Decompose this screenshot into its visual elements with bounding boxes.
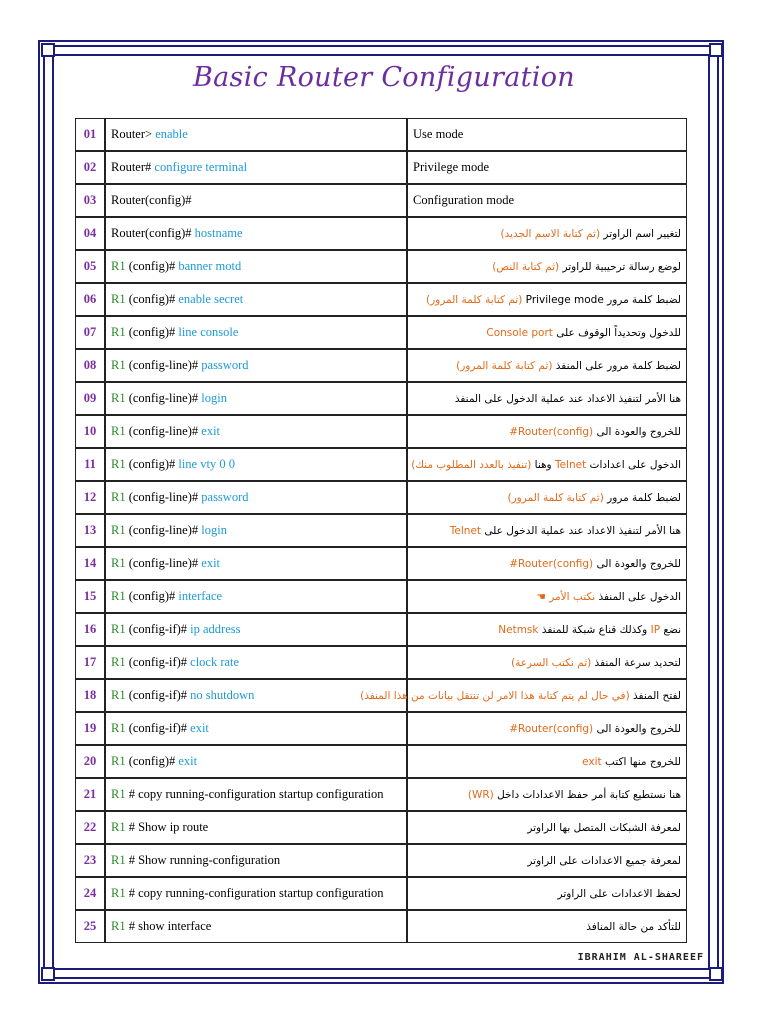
description-cell bbox=[407, 217, 687, 250]
command-segment: password bbox=[201, 358, 249, 372]
description-segment: لضبط كلمة مرور bbox=[603, 491, 681, 504]
description-segment: لمعرفة الشبكات المتصل بها الراوتر bbox=[527, 821, 681, 834]
command-segment: (config-line)# bbox=[125, 490, 202, 504]
command-segment: Router> bbox=[111, 127, 156, 141]
table-row bbox=[75, 547, 687, 580]
command-cell bbox=[105, 910, 407, 943]
row-number: 25 bbox=[75, 910, 105, 943]
table-row bbox=[75, 349, 687, 382]
description-segment: لمعرفة جميع الاعدادات على الراوتر bbox=[527, 854, 681, 867]
description-segment: الدخول على المنفذ bbox=[595, 590, 681, 603]
command-segment: R1 bbox=[111, 853, 126, 867]
table-row bbox=[75, 679, 687, 712]
command-cell bbox=[105, 382, 407, 415]
command-cell bbox=[105, 316, 407, 349]
table-row bbox=[75, 250, 687, 283]
description-segment: Privilege mode bbox=[525, 293, 604, 306]
description-segment: (ثم كتابة كلمة المرور) bbox=[456, 359, 553, 372]
description-segment: (ثم كتابة كلمة المرور) bbox=[507, 491, 604, 504]
description-segment: Console port bbox=[486, 326, 553, 339]
command-segment: R1 bbox=[111, 820, 126, 834]
command-cell bbox=[105, 481, 407, 514]
command-segment: (config-line)# bbox=[125, 358, 202, 372]
table-row bbox=[75, 415, 687, 448]
description-cell bbox=[407, 877, 687, 910]
description-cell bbox=[407, 184, 687, 217]
command-cell bbox=[105, 217, 407, 250]
command-cell bbox=[105, 778, 407, 811]
command-segment: R1 bbox=[111, 919, 126, 933]
description-cell bbox=[407, 250, 687, 283]
description-cell bbox=[360, 679, 687, 712]
command-segment: R1 bbox=[111, 556, 126, 570]
command-segment: R1 bbox=[111, 490, 126, 504]
table-row bbox=[75, 778, 687, 811]
description-segment: نكتب الأمر ☚ bbox=[536, 590, 596, 603]
command-segment: (config)# bbox=[125, 325, 179, 339]
command-segment: clock rate bbox=[190, 655, 240, 669]
description-segment: لفتح المنفذ bbox=[629, 689, 681, 702]
command-cell bbox=[105, 448, 407, 481]
row-number: 17 bbox=[75, 646, 105, 679]
command-segment: (config-line)# bbox=[125, 391, 202, 405]
description-segment: لضبط كلمة مرور على المنفذ bbox=[552, 359, 681, 372]
description-segment: هنا نستطيع كتابة أمر حفظ الاعدادات داخل bbox=[493, 788, 681, 801]
row-number: 16 bbox=[75, 613, 105, 646]
table-row bbox=[75, 448, 687, 481]
command-segment: R1 bbox=[111, 457, 126, 471]
command-segment: ip address bbox=[190, 622, 241, 636]
description-segment: الدخول على اعدادات bbox=[586, 458, 681, 471]
description-segment: IP bbox=[650, 623, 661, 636]
description-cell bbox=[407, 811, 687, 844]
description-segment: (في حال لم يتم كتابة هذا الامر لن تنتقل بيانات من هذا المنفذ) bbox=[360, 689, 630, 702]
command-segment: exit bbox=[178, 754, 198, 768]
description-segment: (WR) bbox=[467, 788, 494, 801]
table-row bbox=[75, 382, 687, 415]
command-segment: interface bbox=[178, 589, 223, 603]
description-cell bbox=[407, 745, 687, 778]
command-segment: (config-line)# bbox=[125, 424, 202, 438]
description-segment: هنا الأمر لتنفيذ الاعداد عند عملية الدخول على المنفذ bbox=[454, 392, 681, 405]
command-segment: (config)# bbox=[125, 457, 179, 471]
row-number: 13 bbox=[75, 514, 105, 547]
table-row bbox=[75, 712, 687, 745]
command-segment: (config)# bbox=[125, 259, 179, 273]
description-segment: نضع bbox=[660, 623, 681, 636]
row-number: 21 bbox=[75, 778, 105, 811]
corner-ornament bbox=[709, 43, 723, 57]
command-segment: # Show running-configuration bbox=[125, 853, 281, 867]
command-segment: no shutdown bbox=[190, 688, 255, 702]
description-segment: هنا الأمر لتنفيذ الاعداد عند عملية الدخول على bbox=[481, 524, 681, 537]
description-cell bbox=[407, 349, 687, 382]
command-segment: (config)# bbox=[125, 754, 179, 768]
table-row bbox=[75, 811, 687, 844]
row-number: 02 bbox=[75, 151, 105, 184]
command-segment: R1 bbox=[111, 259, 126, 273]
description-segment: للخروج والعودة الى bbox=[593, 557, 681, 570]
description-cell bbox=[407, 448, 687, 481]
description-segment: لضبط كلمة مرور bbox=[603, 293, 681, 306]
row-number: 08 bbox=[75, 349, 105, 382]
description-cell bbox=[407, 910, 687, 943]
description-segment: (ثم كتابة كلمة المرور) bbox=[426, 293, 526, 306]
command-segment: exit bbox=[201, 424, 221, 438]
table-row bbox=[75, 118, 687, 151]
description-cell bbox=[407, 646, 687, 679]
command-segment: R1 bbox=[111, 523, 126, 537]
description-segment: لحفظ الاعدادات على الراوتر bbox=[557, 887, 681, 900]
command-segment: (config)# bbox=[125, 292, 179, 306]
description-segment: Netmsk bbox=[498, 623, 539, 636]
table-row bbox=[75, 217, 687, 250]
table-row bbox=[75, 316, 687, 349]
table-row bbox=[75, 580, 687, 613]
row-number: 04 bbox=[75, 217, 105, 250]
description-cell bbox=[407, 118, 687, 151]
row-number: 07 bbox=[75, 316, 105, 349]
command-cell bbox=[105, 547, 407, 580]
description-segment: للخروج والعودة الى bbox=[593, 425, 681, 438]
table-row bbox=[75, 613, 687, 646]
row-number: 03 bbox=[75, 184, 105, 217]
command-cell bbox=[105, 580, 407, 613]
description-segment: Privilege mode bbox=[413, 160, 490, 174]
description-cell bbox=[407, 844, 687, 877]
description-segment: Router(config)# bbox=[509, 722, 594, 735]
table-row bbox=[75, 646, 687, 679]
command-segment: R1 bbox=[111, 721, 126, 735]
command-segment: enable bbox=[155, 127, 188, 141]
command-segment: R1 bbox=[111, 358, 126, 372]
row-number: 10 bbox=[75, 415, 105, 448]
description-segment: لتحديد سرعة المنفذ bbox=[591, 656, 681, 669]
command-segment: login bbox=[201, 523, 227, 537]
description-segment: للتأكد من حالة المنافذ bbox=[586, 920, 681, 933]
description-segment: لوضع رسالة ترحيبية للراوتر bbox=[559, 260, 681, 273]
command-segment: login bbox=[201, 391, 227, 405]
row-number: 01 bbox=[75, 118, 105, 151]
row-number: 11 bbox=[75, 448, 105, 481]
description-cell bbox=[407, 613, 687, 646]
description-segment: للدخول وتحديداً الوقوف على bbox=[552, 326, 681, 339]
row-number: 06 bbox=[75, 283, 105, 316]
author-signature: IBRAHIM AL-SHAREEF bbox=[577, 952, 704, 963]
command-cell bbox=[105, 613, 407, 646]
description-segment: Use mode bbox=[413, 127, 464, 141]
command-segment: configure terminal bbox=[154, 160, 248, 174]
row-number: 18 bbox=[75, 679, 105, 712]
description-segment: (ثم نكتب السرعة) bbox=[511, 656, 592, 669]
description-segment: وكذلك قناع شبكة للمنفذ bbox=[538, 623, 651, 636]
table-row bbox=[75, 745, 687, 778]
description-cell bbox=[407, 481, 687, 514]
command-segment: password bbox=[201, 490, 249, 504]
description-segment: لتغيير اسم الراوتر bbox=[600, 227, 681, 240]
description-cell bbox=[407, 514, 687, 547]
row-number: 19 bbox=[75, 712, 105, 745]
row-number: 14 bbox=[75, 547, 105, 580]
command-segment: # copy running-configuration startup configuration bbox=[125, 787, 384, 801]
command-segment: exit bbox=[201, 556, 221, 570]
description-segment: (ثم كتابة النص) bbox=[492, 260, 560, 273]
description-cell bbox=[407, 415, 687, 448]
table-row bbox=[75, 910, 687, 943]
command-cell bbox=[105, 184, 407, 217]
row-number: 23 bbox=[75, 844, 105, 877]
command-cell bbox=[105, 877, 407, 910]
row-number: 05 bbox=[75, 250, 105, 283]
description-segment: (ثم كتابة الاسم الجديد) bbox=[500, 227, 601, 240]
command-segment: R1 bbox=[111, 391, 126, 405]
command-segment: (config-if)# bbox=[125, 688, 191, 702]
description-segment: وهنا bbox=[531, 458, 555, 471]
description-cell bbox=[407, 580, 687, 613]
row-number: 20 bbox=[75, 745, 105, 778]
command-cell bbox=[105, 514, 407, 547]
command-cell bbox=[105, 151, 407, 184]
command-segment: R1 bbox=[111, 688, 126, 702]
command-segment: R1 bbox=[111, 754, 126, 768]
command-cell bbox=[105, 646, 407, 679]
command-segment: R1 bbox=[111, 292, 126, 306]
table-row bbox=[75, 184, 687, 217]
description-cell bbox=[407, 778, 687, 811]
command-segment: R1 bbox=[111, 589, 126, 603]
command-segment: R1 bbox=[111, 622, 126, 636]
description-cell bbox=[407, 316, 687, 349]
table-row bbox=[75, 481, 687, 514]
command-segment: (config)# bbox=[125, 589, 179, 603]
command-segment: R1 bbox=[111, 787, 126, 801]
command-segment: (config-if)# bbox=[125, 622, 191, 636]
description-cell bbox=[407, 151, 687, 184]
corner-ornament bbox=[41, 967, 55, 981]
command-segment: # show interface bbox=[125, 919, 212, 933]
description-segment: Telnet bbox=[554, 458, 587, 471]
row-number: 22 bbox=[75, 811, 105, 844]
command-segment: Router(config)# bbox=[111, 193, 192, 207]
command-cell bbox=[105, 349, 407, 382]
description-segment: Configuration mode bbox=[413, 193, 515, 207]
table-row bbox=[75, 877, 687, 910]
command-segment: enable secret bbox=[178, 292, 244, 306]
row-number: 09 bbox=[75, 382, 105, 415]
command-segment: Router# bbox=[111, 160, 155, 174]
row-number: 24 bbox=[75, 877, 105, 910]
command-cell bbox=[105, 745, 407, 778]
page-title: Basic Router Configuration bbox=[193, 62, 575, 93]
command-cell bbox=[105, 811, 407, 844]
command-cell bbox=[105, 712, 407, 745]
command-segment: banner motd bbox=[178, 259, 242, 273]
command-cell bbox=[105, 283, 407, 316]
command-table-body bbox=[75, 118, 687, 943]
description-cell bbox=[407, 712, 687, 745]
command-table bbox=[75, 118, 687, 943]
command-segment: R1 bbox=[111, 886, 126, 900]
command-segment: R1 bbox=[111, 424, 126, 438]
command-segment: Router(config)# bbox=[111, 226, 195, 240]
description-segment: Router(config)# bbox=[509, 425, 594, 438]
command-segment: exit bbox=[190, 721, 209, 735]
description-segment: Router(config)# bbox=[509, 557, 594, 570]
command-segment: line vty 0 0 bbox=[178, 457, 235, 471]
command-segment: (config-line)# bbox=[125, 523, 202, 537]
table-row bbox=[75, 844, 687, 877]
corner-ornament bbox=[41, 43, 55, 57]
command-segment: (config-if)# bbox=[125, 655, 191, 669]
description-cell bbox=[407, 547, 687, 580]
table-row bbox=[75, 514, 687, 547]
command-segment: R1 bbox=[111, 325, 126, 339]
table-row bbox=[75, 151, 687, 184]
command-segment: # Show ip route bbox=[125, 820, 209, 834]
command-cell bbox=[105, 844, 407, 877]
table-row bbox=[75, 283, 687, 316]
command-segment: hostname bbox=[194, 226, 243, 240]
description-segment: للخروج منها اكتب bbox=[601, 755, 681, 768]
description-segment: (تنفيذ بالعدد المطلوب منك) bbox=[411, 458, 532, 471]
description-segment: للخروج والعودة الى bbox=[593, 722, 681, 735]
description-segment: Telnet bbox=[449, 524, 482, 537]
command-segment: (config-line)# bbox=[125, 556, 202, 570]
row-number: 15 bbox=[75, 580, 105, 613]
command-segment: line console bbox=[178, 325, 239, 339]
command-cell bbox=[105, 118, 407, 151]
row-number: 12 bbox=[75, 481, 105, 514]
command-cell bbox=[105, 415, 407, 448]
command-cell bbox=[105, 250, 407, 283]
description-cell bbox=[407, 382, 687, 415]
description-cell bbox=[407, 283, 687, 316]
command-segment: R1 bbox=[111, 655, 126, 669]
command-segment: # copy running-configuration startup configuration bbox=[125, 886, 384, 900]
corner-ornament bbox=[709, 967, 723, 981]
description-segment: exit bbox=[582, 755, 602, 768]
command-segment: (config-if)# bbox=[125, 721, 191, 735]
